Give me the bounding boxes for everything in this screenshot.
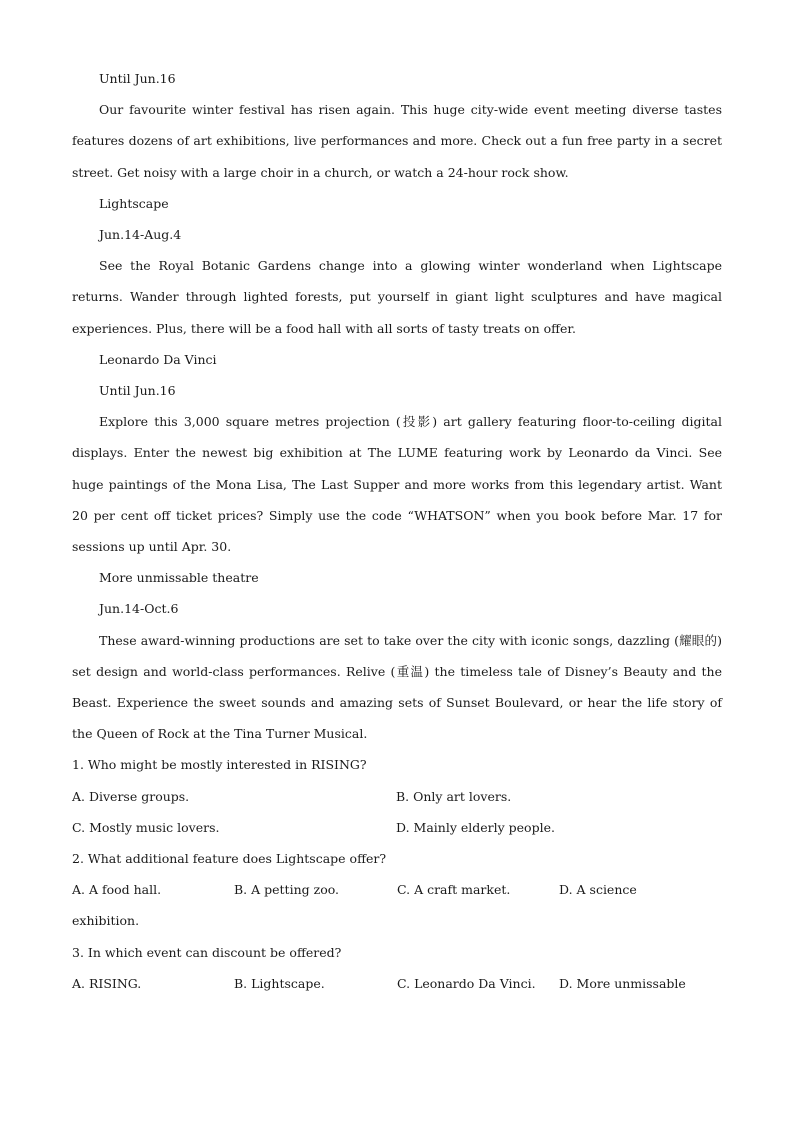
option-b: B. Only art lovers.: [396, 788, 512, 804]
option-b: B. Lightscape.: [234, 975, 325, 991]
option-a: A. A food hall.: [72, 882, 162, 898]
option-d: D. A science: [559, 882, 637, 898]
event-title: Lightscape: [99, 195, 169, 211]
option-continuation: exhibition.: [72, 913, 140, 929]
question-stem: 1. Who might be mostly interested in RISING?: [72, 757, 367, 773]
event-date: Jun.14-Aug.4: [99, 227, 182, 243]
document-page: [72, 63, 722, 999]
option-c: C. Leonardo Da Vinci.: [397, 975, 536, 991]
answer-options: [72, 968, 722, 999]
answer-options: [72, 874, 722, 905]
option-a: A. RISING.: [72, 975, 142, 991]
event-description: These award-winning productions are set to take over the city with iconic songs, dazzling (耀眼的) set design and world-class performances. Relive (重温) the timeless tale of Disney’s Beauty and the Beast. Experience the sweet sounds and amazing sets of Sunset Boulevard, or hear the life story of the Queen of Rock at the Tina Turner Musical.: [72, 632, 722, 742]
question-stem: 2. What additional feature does Lightscape offer?: [72, 851, 387, 867]
event-description: Our favourite winter festival has risen again. This huge city-wide event meeting diverse tastes features dozens of art exhibitions, live performances and more. Check out a fun free party in a secret street. Get noisy with a large choir in a church, or watch a 24-hour rock show.: [72, 102, 722, 180]
answer-options: [72, 781, 722, 843]
event-title: More unmissable theatre: [99, 570, 259, 586]
event-date: Until Jun.16: [99, 383, 176, 399]
option-a: A. Diverse groups.: [72, 788, 190, 804]
option-b: B. A petting zoo.: [234, 882, 339, 898]
option-c: C. A craft market.: [397, 882, 511, 898]
event-description: See the Royal Botanic Gardens change into a glowing winter wonderland when Lightscape returns. Wander through lighted forests, put yourself in giant light sculptures and have magical experiences. Plus, there will be a food hall with all sorts of tasty treats on offer.: [72, 258, 722, 336]
event-title: Leonardo Da Vinci: [99, 351, 217, 367]
event-date: Jun.14-Oct.6: [99, 601, 179, 617]
event-date: Until Jun.16: [99, 71, 176, 86]
option-d: D. More unmissable: [559, 975, 686, 991]
option-c: C. Mostly music lovers.: [72, 819, 220, 835]
event-description: Explore this 3,000 square metres projection (投影) art gallery featuring floor-to-ceiling digital displays. Enter the newest big exhibition at The LUME featuring work by Leonardo da Vinci. See huge paintings of the Mona Lisa, The Last Supper and more works from this legendary artist. Want 20 per cent off ticket prices? Simply use the code “WHATSON” when you book before Mar. 17 for sessions up until Apr. 30.: [72, 414, 722, 555]
question-stem: 3. In which event can discount be offered?: [72, 944, 342, 960]
option-d: D. Mainly elderly people.: [396, 819, 555, 835]
